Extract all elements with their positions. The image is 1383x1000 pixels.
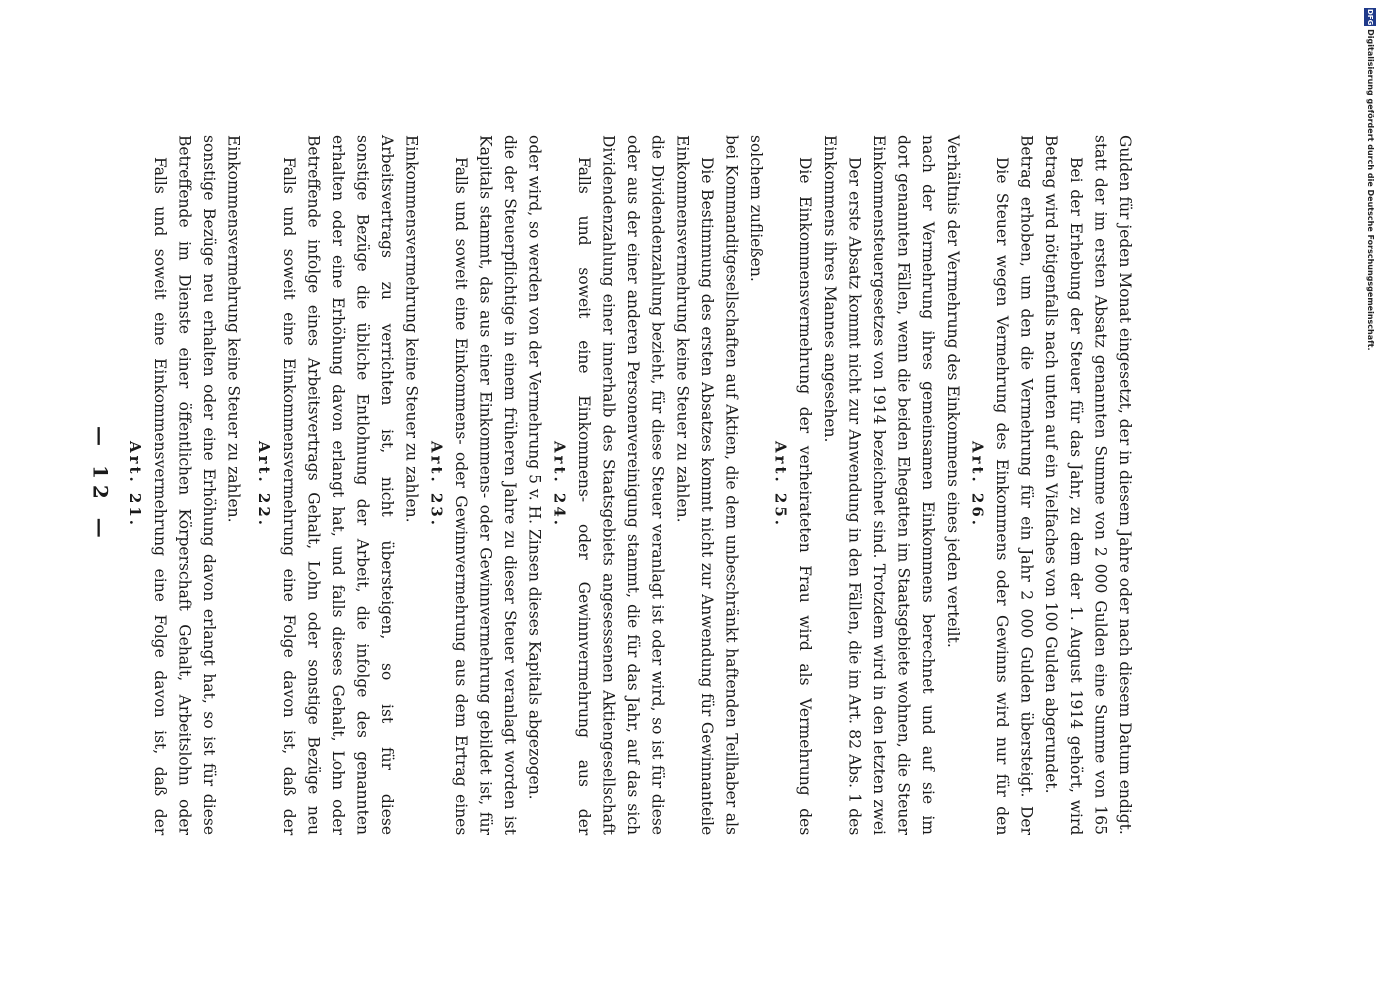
article-24	[547, 135, 768, 835]
credit-text: Digitalisierung gefördert durch die Deutsche Forschungsgemeinschaft.	[1366, 29, 1375, 351]
document-body	[88, 135, 1198, 835]
article-paragraph: Falls und soweit eine Einkommensvermehrung eine Folge davon ist, daß der Betreffende im Dienste einer öffentlichen Körperschaft Gehalt, Arbeitslohn oder sonstige Bezüge neu erhalten oder eine Erhöhung davon erlangt hat, so ist für diese Einkommensvermehrung keine Steuer zu zahlen.	[150, 135, 243, 835]
article-paragraph: Die Steuer wegen Vermehrung des Einkommens oder Gewinns wird nur für den Betrag erhoben, um den die Vermehrung für ein Jahr 2 000 Gulden übersteigt. Der Betrag wird nötigenfalls nach unten auf ein Vielfaches von 100 Gulden abgerundet.	[992, 135, 1061, 835]
article-title: Art. 25.	[771, 441, 790, 529]
article-paragraph: Falls und soweit eine Einkommensvermehrung eine Folge davon ist, daß der Betreffende infolge eines Arbeitsvertrags Gehalt, Lohn oder sonstige Bezüge neu erhalten oder eine Erhöhung davon erlangt hat, und falls dieses Gehalt, Lohn oder sonstige Bezüge die übliche Entlohnung der Arbeit, die infolge des genannten Arbeitsvertrags zu verrichten ist, nicht übersteigen, so ist für diese Einkommensvermehrung keine Steuer zu zahlen.	[279, 135, 421, 835]
article-title: Art. 26.	[968, 441, 987, 529]
article-title: Art. 21.	[126, 441, 145, 529]
dfg-logo: DFG	[1366, 9, 1374, 26]
article-paragraph: Bei der Erhebung der Steuer für das Jahr, zu dem der 1. August 1914 gehört, wird statt der im ersten Absatz genannten Summe von 2 000 Gulden eine Summe von 165 Gulden für jeden Monat eingesetzt, der in diesem Jahre oder nach diesem Datum endigt.	[1066, 135, 1134, 835]
article-paragraph: Die Einkommensvermehrung der verheirateten Frau wird als Vermehrung des Einkommens ihres Mannes angesehen.	[796, 135, 839, 835]
article-paragraph: Falls und soweit eine Einkommens- oder Gewinnvermehrung aus der Dividendenzahlung einer innerhalb des Staatsgebiets angesessenen Aktiengesellschaft oder aus der einer anderen Personenvereinigung stammt, die für das Jahr, auf das sich die Dividendenzahlung bezieht, für diese Steuer veranlagt ist oder wird, so ist für diese Einkommensvermehrung keine Steuer zu zahlen.	[574, 135, 692, 835]
article-title: Art. 23.	[427, 441, 446, 529]
page-number: — 12 —	[88, 426, 113, 544]
article-26	[965, 135, 1137, 835]
article-22	[252, 135, 424, 835]
article-paragraph: Der erste Absatz kommt nicht zur Anwendung in den Fällen, die im Art. 82 Abs. 1 des Einkommensteuergesetzes von 1914 bezeichnet sind. Trotzdem wird in den letzten zwei dort genannten Fällen, wenn die beiden Ehegatten im Staatsgebiete wohnen, die Steuer nach der Vermehrung ihres gemeinsamen Einkommens berechnet und auf sie im Verhältnis der Vermehrung des Einkommens eines jeden verteilt.	[845, 135, 962, 835]
article-title: Art. 22.	[255, 441, 274, 529]
article-23	[424, 135, 547, 835]
article-paragraph: Falls und soweit eine Einkommens- oder Gewinnvermehrung aus dem Ertrag eines Kapitals stammt, das aus einer Einkommens- oder Gewinnvermehrung gebildet ist, für die der Steuerpflichtige in einem früheren Jahre zu dieser Steuer veranlagt worden ist oder wird, so werden von der Vermehrung 5 v. H. Zinsen dieses Kapitals abgezogen.	[451, 135, 544, 835]
article-paragraph: Die Bestimmung des ersten Absatzes kommt nicht zur Anwendung für Gewinnanteile bei Kommanditgesellschaften auf Aktien, die dem unbeschränkt haftenden Teilhaber als solchem zufließen.	[697, 135, 766, 835]
article-21	[123, 135, 246, 835]
article-title: Art. 24.	[550, 441, 569, 529]
article-25	[768, 135, 965, 835]
digitization-credit	[1364, 8, 1376, 350]
